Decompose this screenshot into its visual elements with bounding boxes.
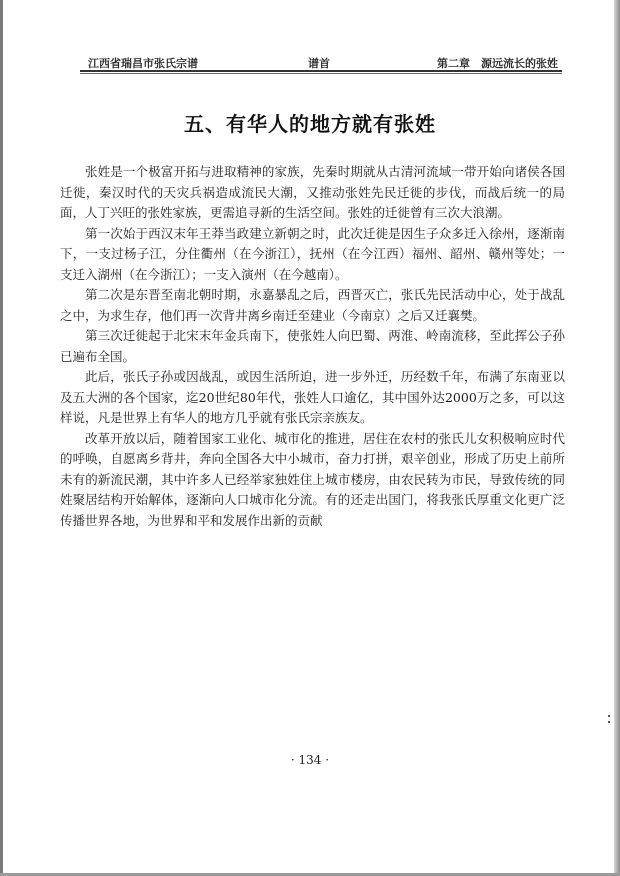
paragraph-modern-era: 改革开放以后，随着国家工业化、城市化的推进，居住在农村的张氏儿女积极响应时代的呼唤，自愿离乡背井，奔向全国各大中小城市，奋力打拼，艰辛创业，形成了历史上前所未有的新流民潮，其中许多人已经举家独姓住上城市楼房，由农民转为市民，导致传统的同姓聚居结构开始解体，逐渐向人口城市化分流。有的还走出国门，将我张氏厚重文化更广泛传播世界各地，为世界和平和发展作出新的贡献 bbox=[60, 430, 565, 528]
body-text bbox=[60, 162, 565, 531]
book-page bbox=[60, 0, 565, 876]
running-header bbox=[60, 52, 560, 72]
scan-specks bbox=[608, 715, 612, 729]
header-rule bbox=[80, 70, 562, 72]
section-title: 五、有华人的地方就有张姓 bbox=[184, 112, 436, 136]
paragraph-later-spread: 此后，张氏子孙或因战乱，或因生活所迫，进一步外迁，历经数千年，布满了东南亚以及五大洲的各个国家，迄20世纪80年代，张姓人口逾亿，其中国外达2000万之多，可以这样说，凡是世界上有华人的地方几乎就有张氏宗亲族友。 bbox=[60, 369, 565, 425]
header-section: 谱首 bbox=[308, 57, 330, 70]
paragraph-third-wave: 第三次迁徙起于北宋末年金兵南下，使张姓人向巴蜀、两淮、岭南流移，至此挥公子孙已遍布全国。 bbox=[60, 328, 565, 364]
paragraph-first-wave: 第一次始于西汉末年王莽当政建立新朝之时，此次迁徙是因生子众多迁入徐州，逐渐南下，一支过杨子江，分住衢州（在今浙江），抚州（在今江西）福州、韶州、赣州等处；一支迁入湖州（在今浙江）；一支入演州（在今越南）。 bbox=[60, 225, 565, 282]
page-number: · 134 · bbox=[290, 753, 330, 767]
paragraph-second-wave: 第二次是东晋至南北朝时期，永嘉暴乱之后，西晋灭亡，张氏先民活动中心，处于战乱之中，为求生存，他们再一次背井离乡南迁至建业（今南京）之后又迁襄樊。 bbox=[60, 287, 565, 323]
header-chapter: 第二章 源远流长的张姓 bbox=[437, 57, 558, 70]
header-book-title: 江西省瑞昌市张氏宗谱 bbox=[88, 57, 198, 70]
paragraph-intro: 张姓是一个极富开拓与进取精神的家族，先秦时期就从古清河流域一带开始向诸侯各国迁徙，秦汉时代的天灾兵祸造成流民大潮，又推动张姓先民迁徙的步伐，而战后统一的局面，人丁兴旺的张姓家族，更需追寻新的生活空间。张姓的迁徙曾有三次大浪潮。 bbox=[60, 164, 565, 220]
header-rule-thin bbox=[80, 73, 562, 74]
